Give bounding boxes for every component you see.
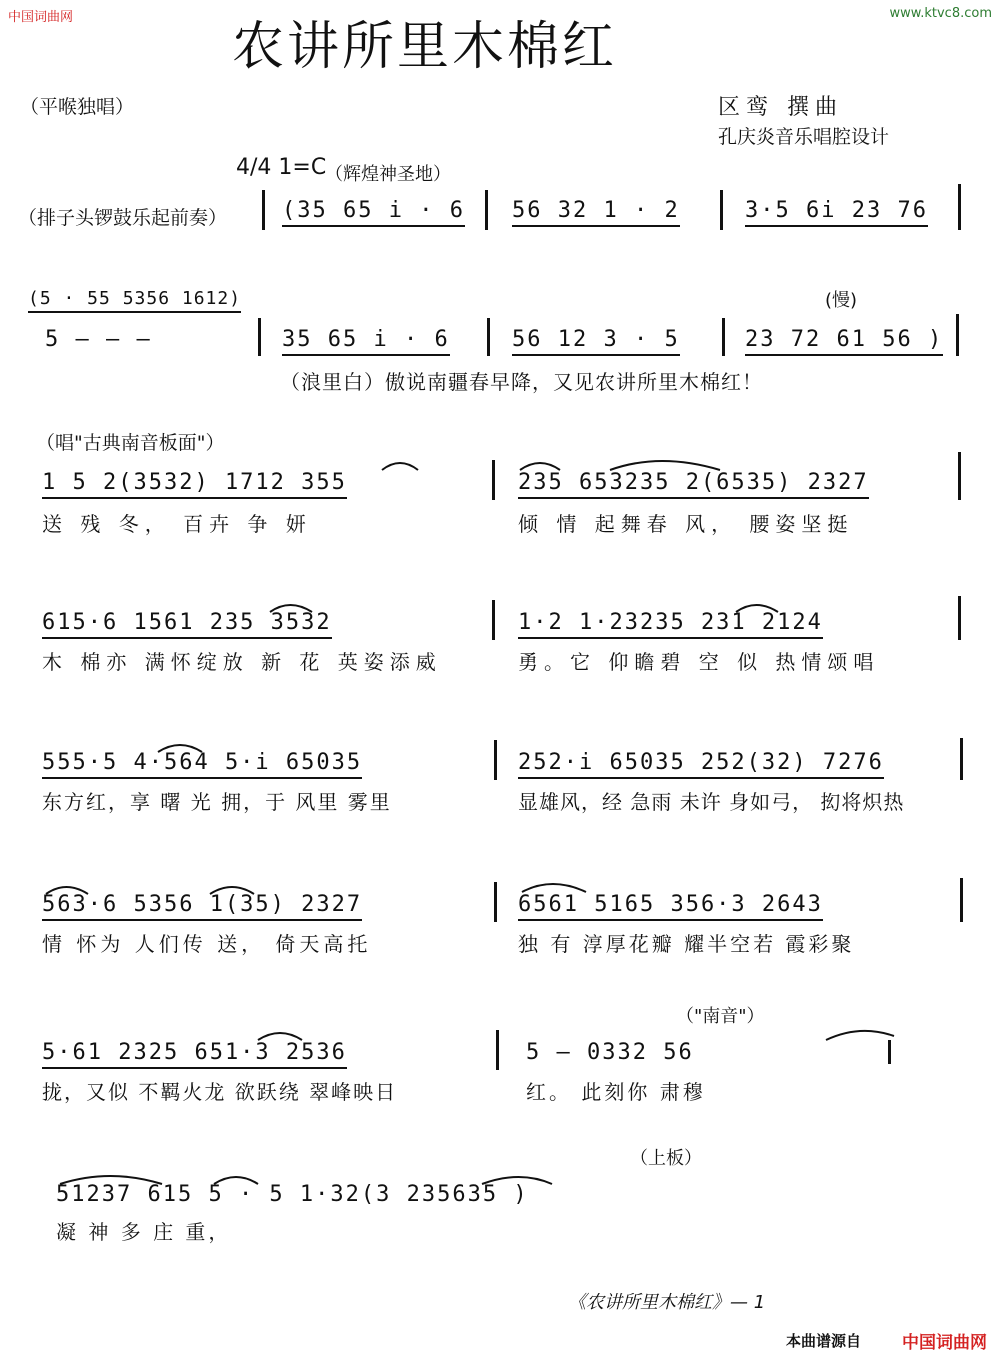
line2-top-notes: (5 · 55 5356 1612)	[28, 288, 241, 313]
row2-notes-a: 615·6 1561 235 3532	[42, 610, 332, 639]
line2-measure-1: 5 — — —	[45, 327, 152, 352]
row2-notes-b: 1·2 1·23235 231 2124	[518, 610, 823, 639]
line2-measure-2: 35 65 i · 6	[282, 327, 450, 356]
row5-lyric-b: 红。 此刻你 肃穆	[526, 1080, 706, 1104]
watermark-right: www.ktvc8.com	[889, 6, 992, 21]
row4-notes-a: 563·6 5356 1(35) 2327	[42, 892, 362, 921]
page-title: 农讲所里木棉红	[232, 17, 618, 77]
subtitle: （平喉独唱）	[20, 96, 135, 118]
row5-notes-a: 5·61 2325 651·3 2536	[42, 1040, 347, 1069]
row3-lyric-b: 显雄风，经 急雨 未许 身如弓， 抝将炽热	[518, 790, 905, 814]
row3-notes-b: 252·i 65035 252(32) 7276	[518, 750, 884, 779]
row2-lyric-b: 勇。它 仰瞻碧 空 似 热情颂唱	[518, 650, 880, 674]
row4-notes-b: 6561 5165 356·3 2643	[518, 892, 823, 921]
intro-label: （排子头锣鼓乐起前奏）	[18, 207, 228, 229]
row2-lyric-a: 木 棉亦 满怀绽放 新 花 英姿添威	[42, 650, 442, 674]
intro-measure-1: (35 65 i · 6	[282, 198, 465, 227]
section-label: （唱"古典南音板面"）	[36, 432, 225, 454]
watermark-left: 中国词曲网	[8, 10, 74, 25]
row6-notes-a: 51237 615 5 · 5 1·32(3 235635 )	[56, 1182, 529, 1207]
intro-measure-3: 3·5 6i 23 76	[745, 198, 928, 227]
row5-notes-b: 5 — 0332 56	[526, 1040, 694, 1065]
row3-lyric-a: 东方红，享 曙 光 拥，于 风里 雾里	[42, 790, 392, 814]
row6-lyric-a: 凝 神 多 庄 重，	[56, 1220, 232, 1244]
speech-line: （浪里白）傲说南疆春早降，又见农讲所里木棉红！	[280, 370, 763, 394]
source-site: 中国词曲网	[902, 1333, 987, 1353]
tempo-marker: (慢)	[825, 290, 858, 311]
tune-name: （辉煌神圣地）	[325, 164, 451, 185]
footer-reference: 《农讲所里木棉红》— 1	[568, 1292, 766, 1313]
row5-lyric-a: 拢，又似 不羁火龙 欲跃绕 翠峰映日	[42, 1080, 398, 1104]
row6-marker: （上板）	[630, 1148, 702, 1169]
intro-measure-2: 56 32 1 · 2	[512, 198, 680, 227]
key-signature: 4/4 1=C	[236, 155, 327, 180]
row3-notes-a: 555·5 4·564 5·i 65035	[42, 750, 362, 779]
row1-lyric-a: 送 残 冬， 百卉 争 妍	[42, 512, 312, 536]
arranger: 孔庆炎音乐唱腔设计	[718, 126, 890, 148]
row4-lyric-a: 情 怀为 人们传 送， 倚天高托	[42, 932, 372, 956]
row4-lyric-b: 独 有 淳厚花瓣 耀半空若 霞彩聚	[518, 932, 855, 956]
line2-measure-3: 56 12 3 · 5	[512, 327, 680, 356]
line2-measure-4: 23 72 61 56 )	[745, 327, 943, 356]
source-label: 本曲谱源自	[786, 1332, 862, 1350]
row1-notes-b: 235 653235 2(6535) 2327	[518, 470, 869, 499]
composer: 区鸾 撰曲	[718, 95, 843, 120]
row5-marker: （"南音"）	[676, 1006, 765, 1027]
row1-notes-a: 1 5 2(3532) 1712 355	[42, 470, 347, 499]
row1-lyric-b: 倾 情 起舞春 风， 腰姿坚挺	[518, 512, 854, 536]
